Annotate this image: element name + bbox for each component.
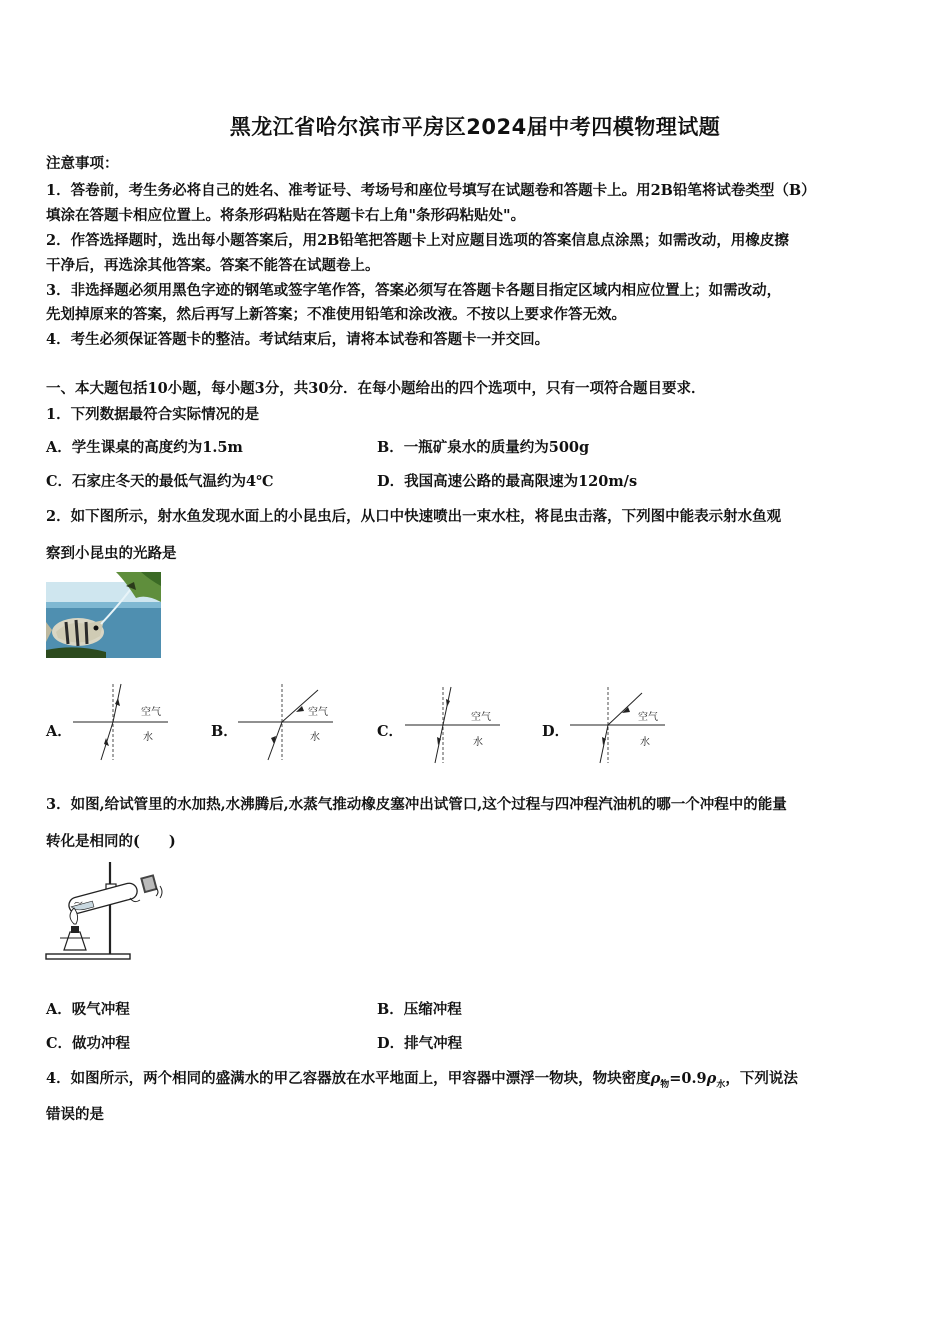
question-1-stem: 1．下列数据最符合实际情况的是 — [46, 406, 260, 423]
air-label: 空气 — [308, 707, 328, 718]
ray-diagram-b — [238, 680, 333, 762]
rho-symbol: ρ — [650, 1070, 661, 1087]
water-label: 水 — [473, 737, 483, 748]
page-title: 黑龙江省哈尔滨市平房区2024届中考四模物理试题 — [229, 115, 721, 139]
water-label: 水 — [143, 732, 153, 743]
air-label: 空气 — [471, 712, 491, 723]
notice-line: 先划掉原来的答案，然后再写上新答案；不准使用铅笔和涂改液。不按以上要求作答无效。 — [46, 306, 626, 323]
q4-stem-post: ，下列说法 — [725, 1070, 798, 1087]
question-2-stem-cont: 察到小昆虫的光路是 — [46, 545, 177, 562]
question-4-stem — [46, 1067, 798, 1090]
notice-line: 2．作答选择题时，选出每小题答案后，用2B铅笔把答题卡上对应题目选项的答案信息点涂黑；如需改动，用橡皮擦 — [46, 232, 789, 249]
air-label: 空气 — [141, 707, 161, 718]
ray-diagram-c — [405, 683, 500, 765]
question-4-stem-cont: 错误的是 — [46, 1106, 104, 1123]
ray-diagram-d — [570, 683, 665, 765]
q2-option-a-label: A． — [46, 723, 72, 740]
q1-option-c: C．石家庄冬天的最低气温约为4℃ — [46, 473, 274, 490]
q2-option-c-label: C． — [377, 723, 404, 740]
ray-diagram-a — [73, 680, 168, 762]
density-value: =0.9 — [669, 1070, 707, 1087]
test-tube-apparatus — [44, 858, 168, 962]
question-3-stem-cont: 转化是相同的( ) — [46, 833, 176, 850]
q4-stem-pre: 4．如图所示，两个相同的盛满水的甲乙容器放在水平地面上，甲容器中漂浮一物块，物块密度 — [46, 1070, 651, 1087]
archer-fish-image — [46, 572, 161, 658]
water-label: 水 — [640, 737, 650, 748]
q2-option-d-label: D． — [542, 723, 570, 740]
rho-symbol: ρ — [706, 1070, 717, 1087]
q1-option-d: D．我国高速公路的最高限速为120m/s — [377, 473, 638, 490]
notice-line: 3．非选择题必须用黑色字迹的钢笔或签字笔作答，答案必须写在答题卡各题目指定区域内相应位置上；如需改动， — [46, 282, 782, 299]
q1-option-b: B．一瓶矿泉水的质量约为500g — [377, 439, 590, 456]
q3-option-d: D．排气冲程 — [377, 1035, 463, 1052]
notice-line: 填涂在答题卡相应位置上。将条形码粘贴在答题卡右上角"条形码粘贴处"。 — [46, 207, 526, 224]
rho-subscript-object: 物 — [660, 1079, 670, 1090]
notice-line: 1．答卷前，考生务必将自己的姓名、准考证号、考场号和座位号填写在试题卷和答题卡上。用2B铅笔将试卷类型（B） — [46, 182, 816, 199]
q2-option-b-label: B． — [211, 723, 238, 740]
q3-option-b: B．压缩冲程 — [377, 1001, 462, 1018]
notice-line: 干净后，再选涂其他答案。答案不能答在试题卷上。 — [46, 257, 380, 274]
notice-line: 4．考生必须保证答题卡的整洁。考试结束后，请将本试卷和答题卡一并交回。 — [46, 331, 550, 348]
rho-subscript-water: 水 — [716, 1079, 726, 1090]
q3-option-c: C．做功冲程 — [46, 1035, 131, 1052]
water-label: 水 — [310, 732, 320, 743]
question-3-stem: 3．如图,给试管里的水加热,水沸腾后,水蒸气推动橡皮塞冲出试管口,这个过程与四冲程汽油机的哪一个冲程中的能量 — [46, 796, 787, 813]
question-2-stem: 2．如下图所示，射水鱼发现水面上的小昆虫后，从口中快速喷出一束水柱，将昆虫击落，下列图中能表示射水鱼观 — [46, 508, 782, 525]
section-heading: 一、本大题包括10小题，每小题3分，共30分．在每小题给出的四个选项中，只有一项符合题目要求． — [46, 380, 706, 397]
air-label: 空气 — [638, 712, 658, 723]
q1-option-a: A．学生课桌的高度约为1.5m — [46, 439, 243, 456]
q3-option-a: A．吸气冲程 — [46, 1001, 130, 1018]
notice-heading: 注意事项： — [46, 155, 119, 172]
